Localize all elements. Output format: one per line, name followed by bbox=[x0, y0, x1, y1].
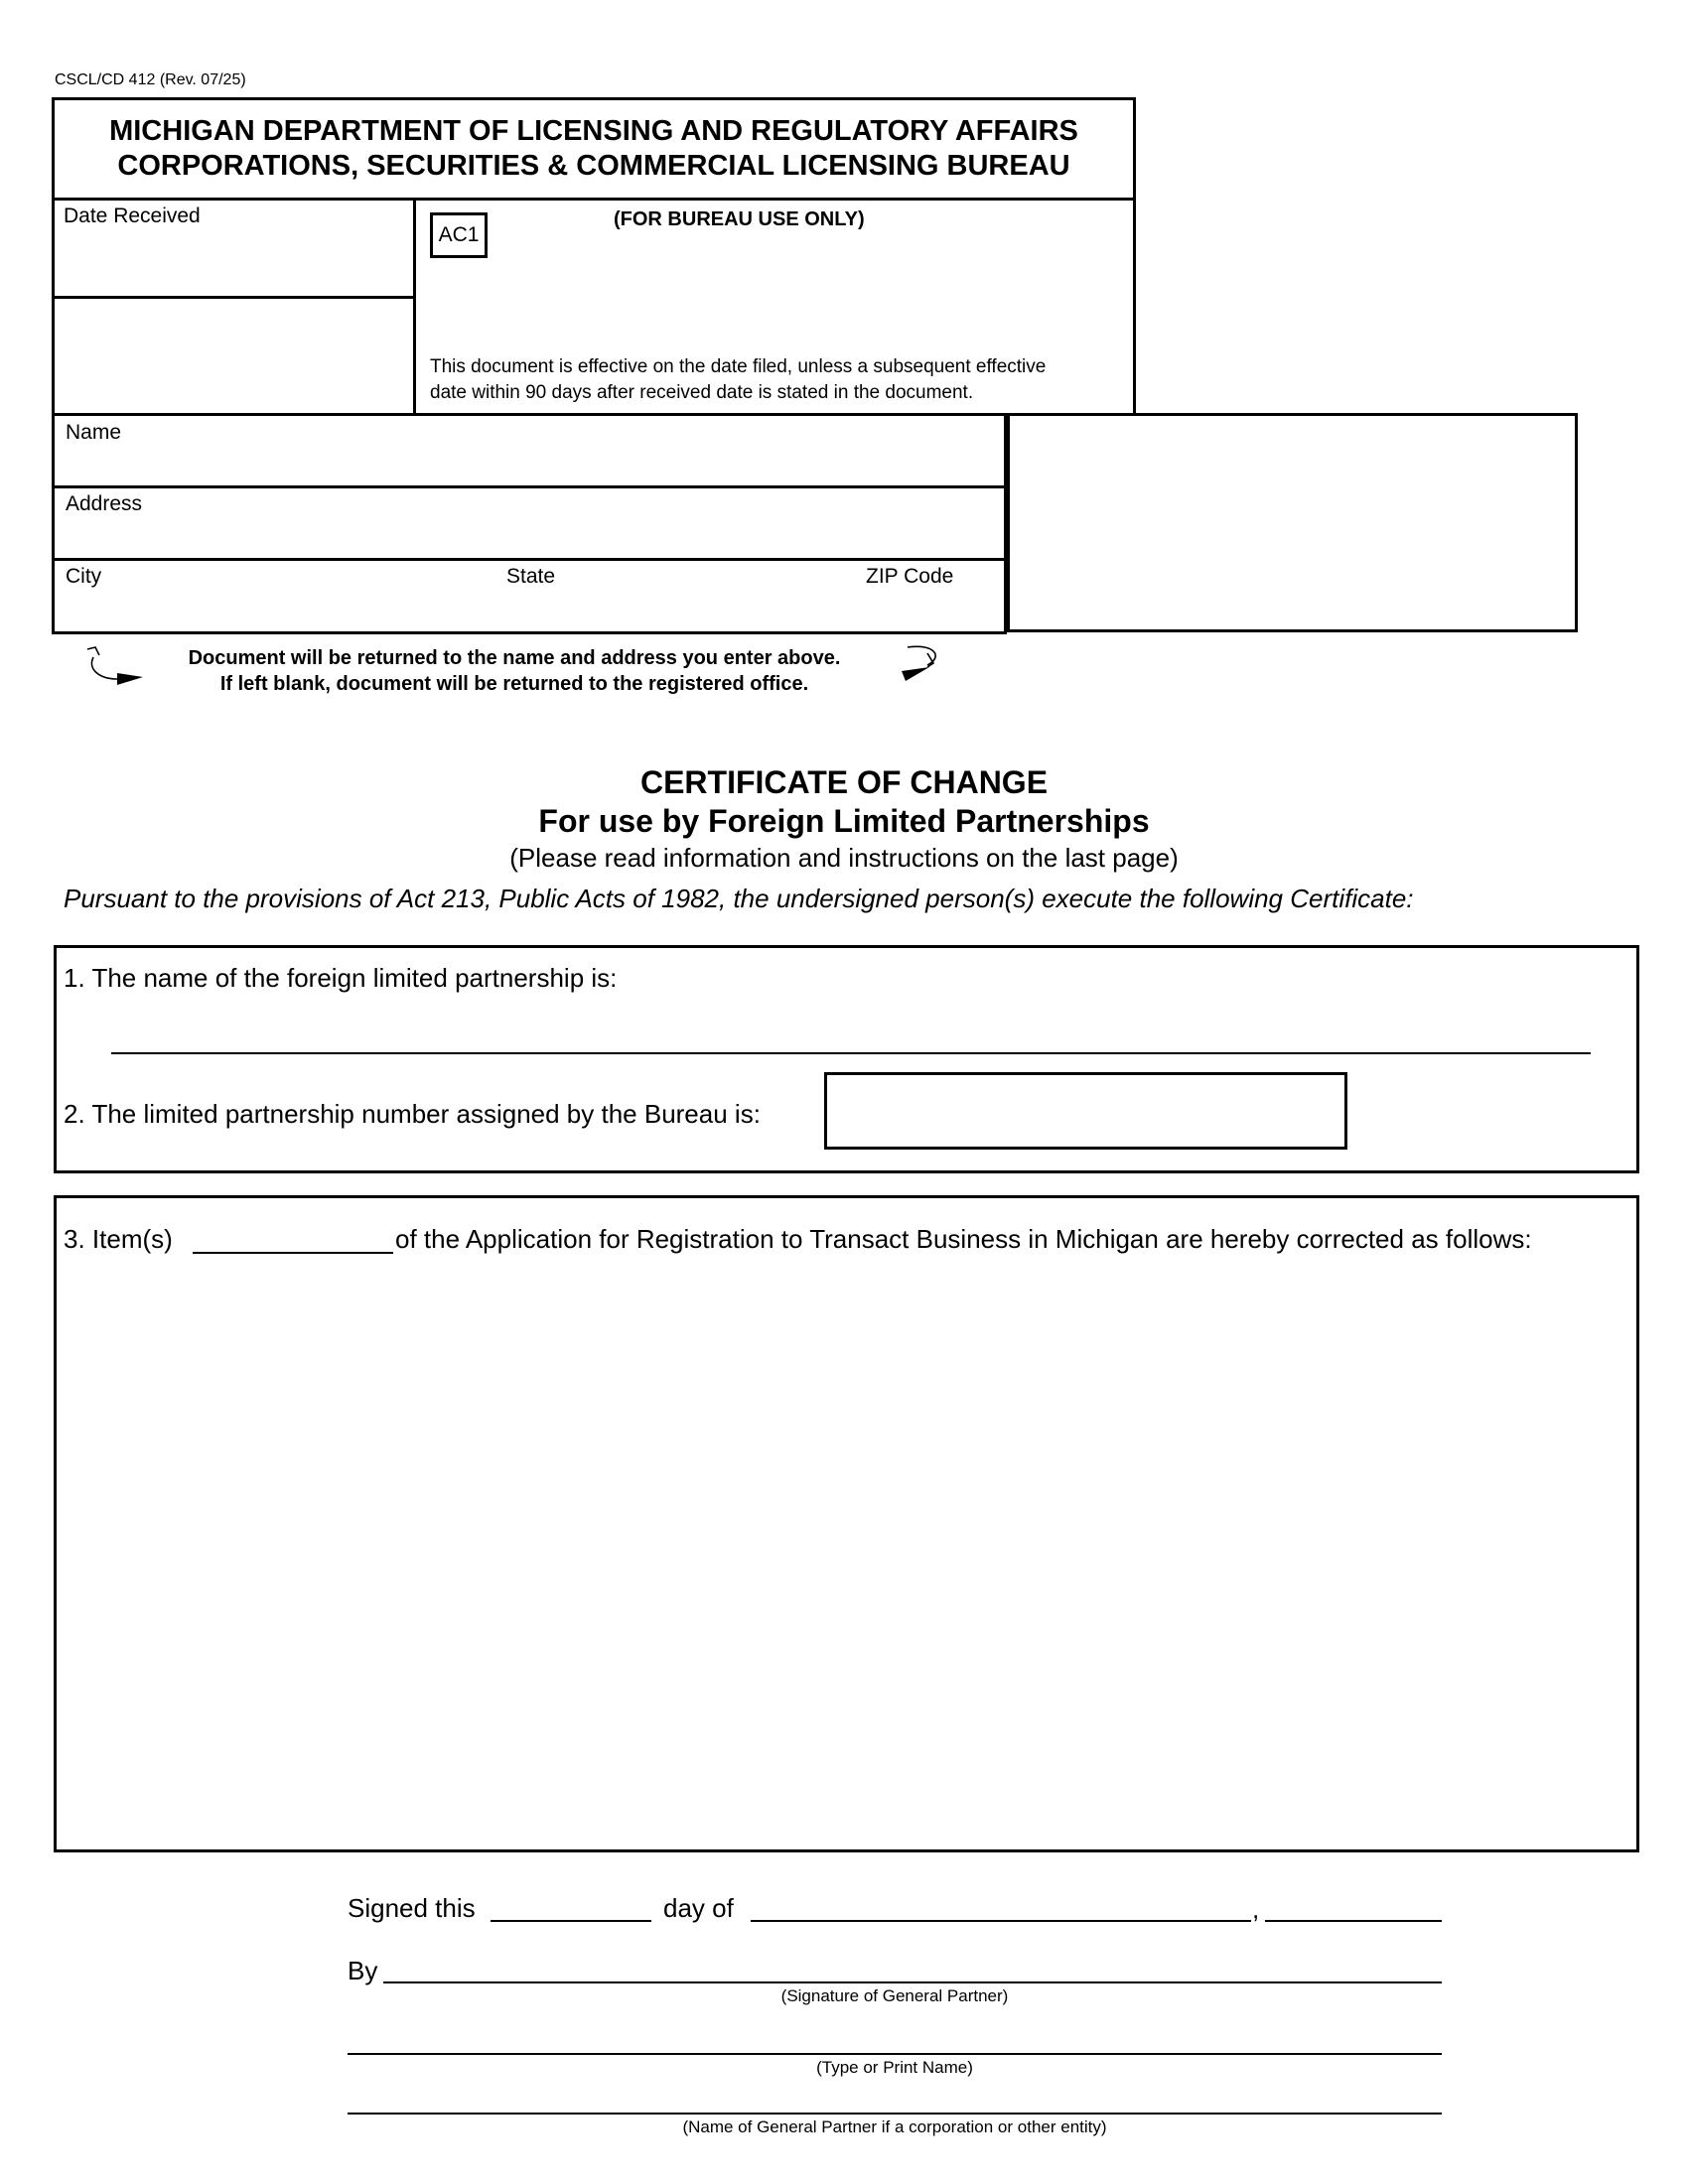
item3-prefix: 3. Item(s) bbox=[64, 1224, 173, 1254]
date-received-label: Date Received bbox=[64, 205, 201, 227]
header-line1: MICHIGAN DEPARTMENT OF LICENSING AND REGULATORY AFFAIRS bbox=[109, 115, 1078, 147]
name-divider bbox=[52, 485, 1007, 488]
ac1-label: AC1 bbox=[438, 223, 480, 246]
signature-line bbox=[383, 1981, 1442, 1983]
certificate-title: CERTIFICATE OF CHANGE bbox=[639, 764, 1049, 800]
item-numbers-input[interactable] bbox=[193, 1221, 393, 1251]
signature-caption: (Signature of General Partner) bbox=[780, 1986, 1009, 2005]
return-note-line1: Document will be returned to the name and address you enter above. bbox=[188, 647, 841, 669]
certificate-subtitle: For use by Foreign Limited Partnerships bbox=[538, 803, 1150, 839]
header-line2: CORPORATIONS, SECURITIES & COMMERCIAL LICENSING BUREAU bbox=[117, 150, 1070, 182]
signed-year-line bbox=[1265, 1920, 1442, 1922]
zip-input[interactable] bbox=[860, 592, 999, 627]
date-received-divider bbox=[52, 296, 415, 299]
signed-day-line bbox=[491, 1920, 651, 1922]
item-numbers-line bbox=[193, 1252, 393, 1254]
effective-note-line1: This document is effective on the date filed, unless a subsequent effective bbox=[430, 356, 1047, 377]
address-divider bbox=[52, 558, 1007, 561]
ac1-box bbox=[430, 212, 488, 258]
partner-entity-input[interactable] bbox=[348, 2079, 1442, 2111]
by-label: By bbox=[348, 1956, 378, 1985]
signed-this-label: Signed this bbox=[348, 1893, 476, 1923]
instructions-note: (Please read information and instructions on the last page) bbox=[509, 843, 1179, 873]
address-label: Address bbox=[66, 492, 143, 515]
item2-label: 2. The limited partnership number assigned by the Bureau is: bbox=[64, 1099, 761, 1129]
bureau-stamp-box bbox=[1007, 413, 1578, 632]
header-box bbox=[52, 97, 1136, 201]
zip-label: ZIP Code bbox=[866, 565, 954, 588]
signed-day-input[interactable] bbox=[491, 1888, 651, 1918]
partnership-name-input[interactable] bbox=[111, 1008, 1591, 1051]
date-comma: , bbox=[1252, 1894, 1260, 1924]
signature-input[interactable] bbox=[383, 1948, 1442, 1979]
partnership-name-line bbox=[111, 1052, 1591, 1054]
bureau-use-only: (FOR BUREAU USE ONLY) bbox=[614, 208, 865, 230]
name-input[interactable] bbox=[60, 447, 999, 482]
return-note-line2: If left blank, document will be returned to the registered office. bbox=[219, 673, 809, 695]
city-input[interactable] bbox=[60, 592, 487, 627]
partnership-number-input[interactable] bbox=[824, 1072, 1347, 1150]
signed-month-input[interactable] bbox=[751, 1888, 1251, 1918]
return-arrow-left-icon bbox=[85, 643, 149, 687]
state-label: State bbox=[506, 565, 556, 588]
state-input[interactable] bbox=[500, 592, 848, 627]
print-name-caption: (Type or Print Name) bbox=[816, 2058, 973, 2077]
partner-entity-line bbox=[348, 2113, 1442, 2115]
return-arrow-right-icon bbox=[898, 641, 945, 685]
name-label: Name bbox=[66, 421, 122, 444]
date-received-input[interactable] bbox=[58, 232, 407, 290]
bureau-divider bbox=[413, 198, 416, 416]
item3-suffix: of the Application for Registration to Transact Business in Michigan are hereby corrected as follows: bbox=[395, 1224, 1532, 1254]
address-input[interactable] bbox=[60, 518, 999, 554]
day-of-label: day of bbox=[663, 1893, 734, 1923]
print-name-line bbox=[348, 2053, 1442, 2055]
city-label: City bbox=[66, 565, 102, 588]
corrections-textarea[interactable] bbox=[66, 1271, 1624, 1839]
effective-note-line2: date within 90 days after received date is stated in the document. bbox=[430, 382, 974, 403]
partner-entity-caption: (Name of General Partner if a corporation or other entity) bbox=[682, 2117, 1107, 2136]
signed-year-input[interactable] bbox=[1265, 1888, 1442, 1918]
item1-label: 1. The name of the foreign limited partnership is: bbox=[64, 963, 618, 993]
print-name-input[interactable] bbox=[348, 2019, 1442, 2051]
signed-month-line bbox=[751, 1920, 1251, 1922]
pursuant-statement: Pursuant to the provisions of Act 213, Public Acts of 1982, the undersigned person(s) execute the following Certificate: bbox=[64, 884, 1414, 913]
form-code: CSCL/CD 412 (Rev. 07/25) bbox=[55, 71, 246, 88]
